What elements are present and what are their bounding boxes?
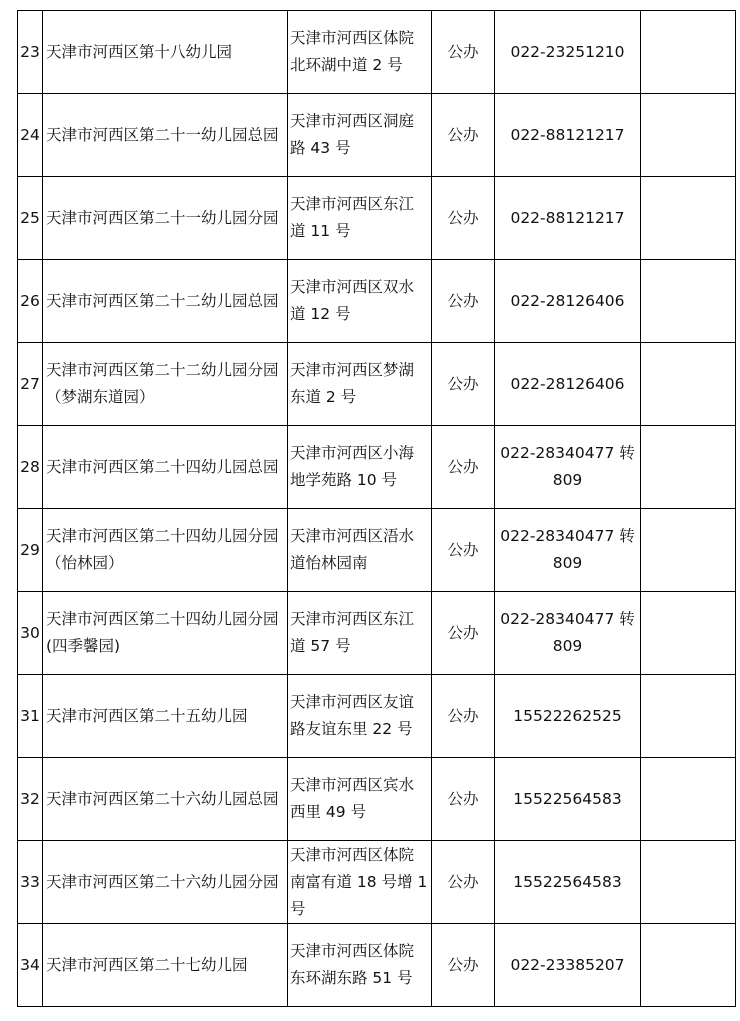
kindergarten-address: 天津市河西区宾水西里 49 号 <box>288 758 432 841</box>
school-type: 公办 <box>432 177 495 260</box>
table-row <box>18 177 736 260</box>
contact-phone: 15522262525 <box>495 675 641 758</box>
row-number: 32 <box>18 758 43 841</box>
table-row <box>18 343 736 426</box>
row-number: 25 <box>18 177 43 260</box>
contact-phone: 022-23251210 <box>495 11 641 94</box>
school-type: 公办 <box>432 758 495 841</box>
remarks-cell <box>641 592 736 675</box>
table-row <box>18 509 736 592</box>
remarks-cell <box>641 260 736 343</box>
kindergarten-name: 天津市河西区第二十四幼儿园分园(四季馨园) <box>43 592 288 675</box>
school-type: 公办 <box>432 509 495 592</box>
contact-phone: 15522564583 <box>495 758 641 841</box>
row-number: 29 <box>18 509 43 592</box>
contact-phone: 022-23385207 <box>495 924 641 1007</box>
kindergarten-address: 天津市河西区友谊路友谊东里 22 号 <box>288 675 432 758</box>
kindergarten-address: 天津市河西区梦湖东道 2 号 <box>288 343 432 426</box>
contact-phone: 022-28340477 转 809 <box>495 592 641 675</box>
kindergarten-address: 天津市河西区东江道 57 号 <box>288 592 432 675</box>
remarks-cell <box>641 841 736 924</box>
kindergarten-address: 天津市河西区体院南富有道 18 号增 1 号 <box>288 841 432 924</box>
kindergarten-name: 天津市河西区第二十一幼儿园总园 <box>43 94 288 177</box>
kindergarten-address: 天津市河西区体院北环湖中道 2 号 <box>288 11 432 94</box>
row-number: 34 <box>18 924 43 1007</box>
contact-phone: 022-28340477 转 809 <box>495 426 641 509</box>
remarks-cell <box>641 94 736 177</box>
table-row <box>18 94 736 177</box>
row-number: 28 <box>18 426 43 509</box>
row-number: 27 <box>18 343 43 426</box>
remarks-cell <box>641 758 736 841</box>
school-type: 公办 <box>432 592 495 675</box>
kindergarten-name: 天津市河西区第二十一幼儿园分园 <box>43 177 288 260</box>
kindergarten-name: 天津市河西区第二十二幼儿园分园（梦湖东道园） <box>43 343 288 426</box>
school-type: 公办 <box>432 260 495 343</box>
contact-phone: 022-28126406 <box>495 343 641 426</box>
kindergarten-name: 天津市河西区第二十七幼儿园 <box>43 924 288 1007</box>
table-row <box>18 924 736 1007</box>
school-type: 公办 <box>432 924 495 1007</box>
contact-phone: 022-28340477 转 809 <box>495 509 641 592</box>
kindergarten-name: 天津市河西区第二十六幼儿园分园 <box>43 841 288 924</box>
table-row <box>18 841 736 924</box>
kindergarten-address: 天津市河西区东江道 11 号 <box>288 177 432 260</box>
table-row <box>18 426 736 509</box>
kindergarten-address: 天津市河西区体院东环湖东路 51 号 <box>288 924 432 1007</box>
kindergarten-name: 天津市河西区第二十二幼儿园总园 <box>43 260 288 343</box>
row-number: 26 <box>18 260 43 343</box>
school-type: 公办 <box>432 343 495 426</box>
kindergarten-name: 天津市河西区第十八幼儿园 <box>43 11 288 94</box>
table-row <box>18 675 736 758</box>
remarks-cell <box>641 177 736 260</box>
row-number: 30 <box>18 592 43 675</box>
table-body <box>18 11 736 1007</box>
school-type: 公办 <box>432 675 495 758</box>
remarks-cell <box>641 924 736 1007</box>
remarks-cell <box>641 11 736 94</box>
remarks-cell <box>641 675 736 758</box>
table-row <box>18 11 736 94</box>
table-row <box>18 260 736 343</box>
row-number: 33 <box>18 841 43 924</box>
school-type: 公办 <box>432 11 495 94</box>
contact-phone: 022-88121217 <box>495 94 641 177</box>
school-type: 公办 <box>432 841 495 924</box>
table-row <box>18 758 736 841</box>
kindergarten-address: 天津市河西区小海地学苑路 10 号 <box>288 426 432 509</box>
remarks-cell <box>641 426 736 509</box>
school-type: 公办 <box>432 426 495 509</box>
kindergarten-address: 天津市河西区浯水道怡林园南 <box>288 509 432 592</box>
row-number: 23 <box>18 11 43 94</box>
contact-phone: 022-28126406 <box>495 260 641 343</box>
remarks-cell <box>641 343 736 426</box>
contact-phone: 15522564583 <box>495 841 641 924</box>
remarks-cell <box>641 509 736 592</box>
kindergarten-name: 天津市河西区第二十四幼儿园分园（怡林园） <box>43 509 288 592</box>
contact-phone: 022-88121217 <box>495 177 641 260</box>
kindergarten-name: 天津市河西区第二十六幼儿园总园 <box>43 758 288 841</box>
row-number: 24 <box>18 94 43 177</box>
table-row <box>18 592 736 675</box>
kindergarten-name: 天津市河西区第二十四幼儿园总园 <box>43 426 288 509</box>
school-type: 公办 <box>432 94 495 177</box>
kindergarten-name: 天津市河西区第二十五幼儿园 <box>43 675 288 758</box>
kindergarten-address: 天津市河西区双水道 12 号 <box>288 260 432 343</box>
row-number: 31 <box>18 675 43 758</box>
kindergarten-address: 天津市河西区洞庭路 43 号 <box>288 94 432 177</box>
kindergarten-table <box>17 10 736 1007</box>
